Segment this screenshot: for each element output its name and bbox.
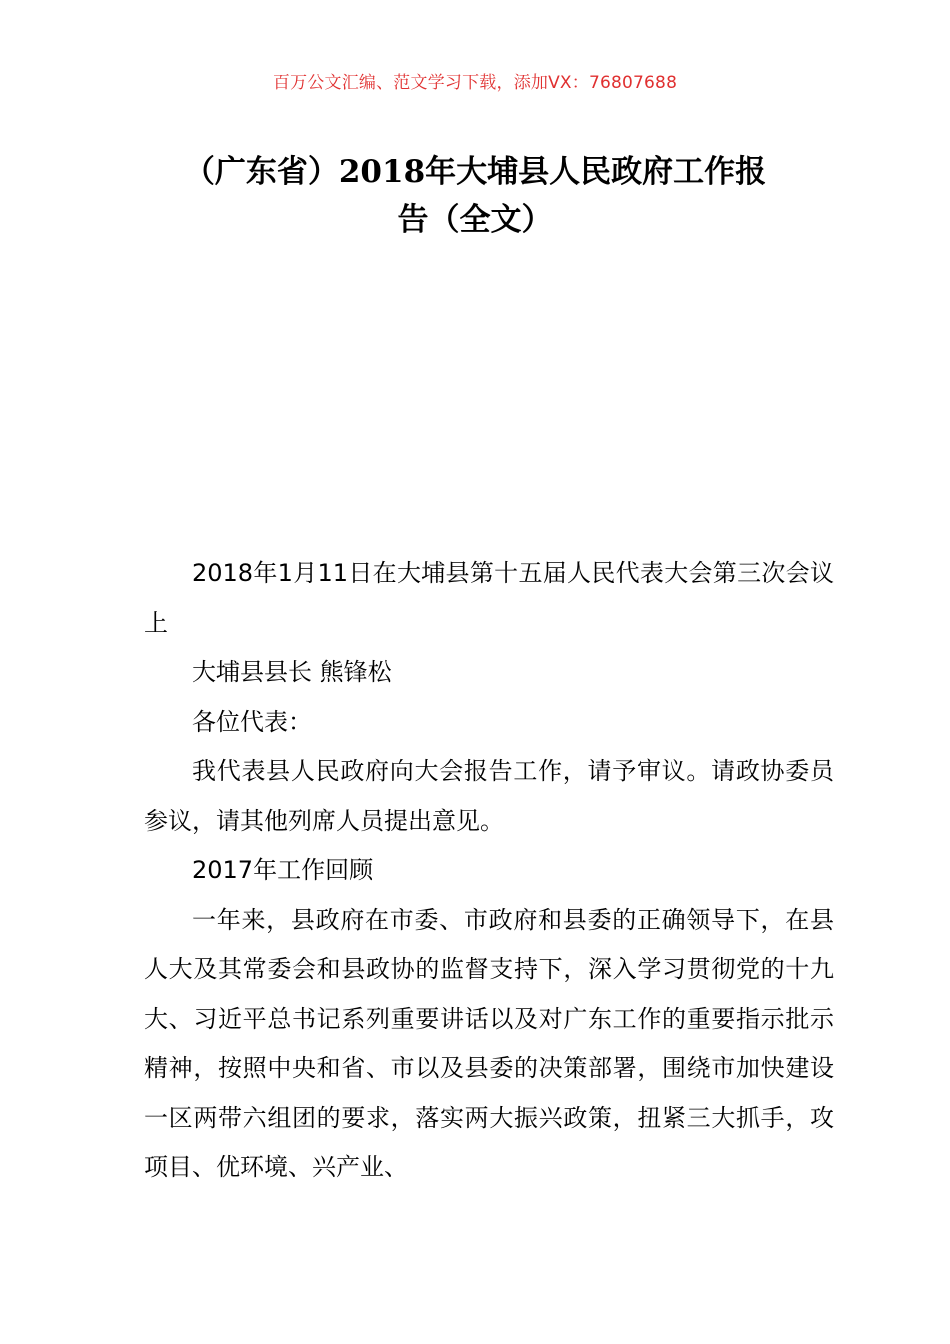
meeting-info-paragraph: 2018年1月11日在大埔县第十五届人民代表大会第三次会议上: [144, 559, 834, 637]
speaker-paragraph: 大埔县县长 熊锋松: [192, 658, 392, 686]
header-note: 百万公文汇编、范文学习下载，添加VX：76807688: [272, 73, 678, 93]
title-line-1: （广东省）2018年大埔县人民政府工作报: [183, 154, 767, 190]
intro-paragraph: 我代表县人民政府向大会报告工作，请予审议。请政协委员参议，请其他列席人员提出意见。: [144, 757, 834, 835]
document-title: [150, 148, 800, 244]
section-heading: 2017年工作回顾: [192, 856, 374, 884]
document-body: [144, 549, 834, 1193]
salutation-paragraph: 各位代表：: [192, 707, 312, 736]
title-line-2: 告（全文）: [397, 202, 553, 238]
review-paragraph: 一年来，县政府在市委、市政府和县委的正确领导下，在县人大及其常委会和县政协的监督支持下，深入学习贯彻党的十九大、习近平总书记系列重要讲话以及对广东工作的重要指示批示精神，按照中央和省、市以及县委的决策部署，围绕市加快建设一区两带六组团的要求，落实两大振兴政策，扭紧三大抓手，攻项目、优环境、兴产业、: [144, 905, 834, 1181]
